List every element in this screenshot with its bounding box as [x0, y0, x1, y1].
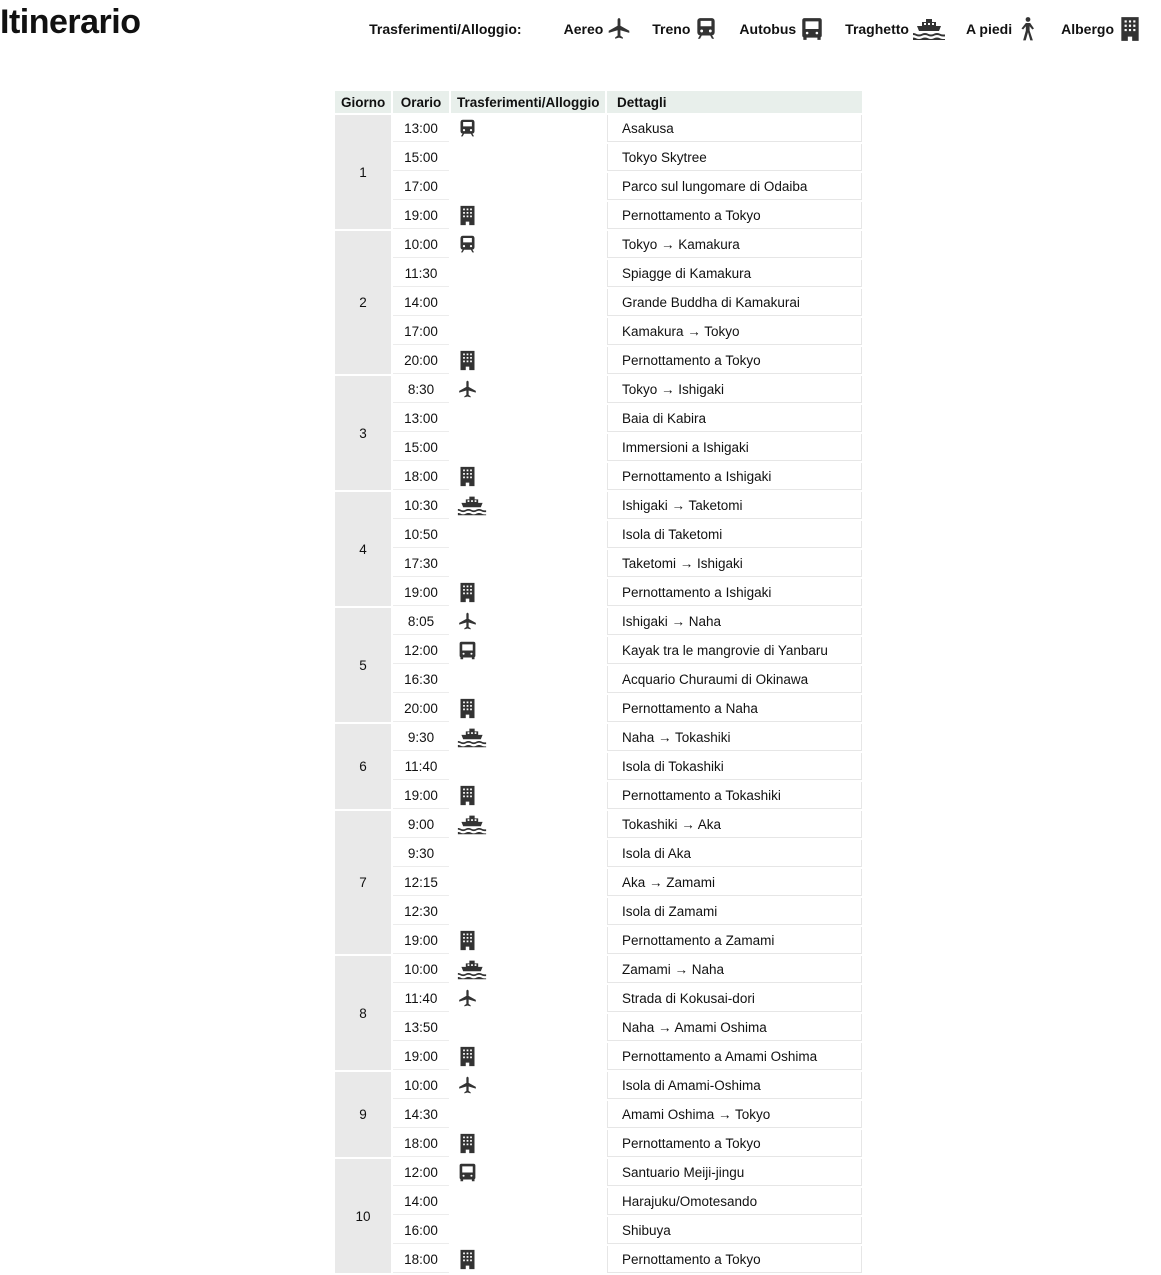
- table-row: [335, 144, 862, 171]
- ferry-icon: [912, 16, 946, 42]
- mode-cell: [451, 521, 605, 548]
- mode-cell: [451, 405, 605, 432]
- hotel-icon: [457, 350, 478, 371]
- details-cell: Ishigaki → Naha: [607, 608, 862, 635]
- table-header: [335, 91, 862, 113]
- mode-cell: [451, 347, 605, 374]
- legend-label-bus: Autobus: [739, 21, 797, 37]
- table-row: [335, 666, 862, 693]
- table-row: [335, 318, 862, 345]
- table-row: [335, 1130, 862, 1157]
- details-cell: Pernottamento a Zamami: [607, 927, 862, 954]
- table-row: [335, 695, 862, 722]
- legend-title: Trasferimenti/Alloggio:: [369, 21, 522, 37]
- table-row: [335, 840, 862, 867]
- legend-label-walk: A piedi: [965, 21, 1013, 37]
- mode-cell: [451, 840, 605, 867]
- mode-cell: [451, 608, 605, 635]
- details-cell: Naha → Amami Oshima: [607, 1014, 862, 1041]
- time-cell: 20:00: [393, 695, 449, 722]
- details-cell: Isola di Tokashiki: [607, 753, 862, 780]
- mode-cell: [451, 376, 605, 403]
- mode-cell: [451, 434, 605, 461]
- time-cell: 13:00: [393, 115, 449, 142]
- details-cell: Tokyo → Kamakura: [607, 231, 862, 258]
- details-cell: Acquario Churaumi di Okinawa: [607, 666, 862, 693]
- bus-icon: [799, 16, 825, 42]
- mode-cell: [451, 927, 605, 954]
- legend-item-train: [652, 16, 719, 42]
- mode-cell: [451, 1159, 605, 1186]
- train-icon: [693, 16, 719, 42]
- mode-cell: [451, 1101, 605, 1128]
- header-details: Dettagli: [607, 91, 862, 113]
- details-cell: Ishigaki → Taketomi: [607, 492, 862, 519]
- mode-cell: [451, 695, 605, 722]
- ferry-icon: [457, 814, 487, 835]
- mode-cell: [451, 1072, 605, 1099]
- details-cell: Tokashiki → Aka: [607, 811, 862, 838]
- mode-cell: [451, 289, 605, 316]
- plane-icon: [457, 988, 478, 1009]
- mode-cell: [451, 985, 605, 1012]
- details-cell: Grande Buddha di Kamakurai: [607, 289, 862, 316]
- plane-icon: [606, 16, 632, 42]
- table-row: [335, 782, 862, 809]
- hotel-icon: [457, 1249, 478, 1270]
- time-cell: 8:05: [393, 608, 449, 635]
- table-row: [335, 927, 862, 954]
- plane-icon: [457, 379, 478, 400]
- time-cell: 20:00: [393, 347, 449, 374]
- itinerary-table: [333, 89, 864, 1275]
- table-row: [335, 1072, 862, 1099]
- hotel-icon: [457, 930, 478, 951]
- time-cell: 14:00: [393, 289, 449, 316]
- details-cell: Kamakura → Tokyo: [607, 318, 862, 345]
- day-cell: 10: [335, 1159, 391, 1273]
- table-row: [335, 637, 862, 664]
- time-cell: 8:30: [393, 376, 449, 403]
- legend-item-bus: [739, 16, 825, 42]
- table-row: [335, 260, 862, 287]
- walk-icon: [1015, 16, 1041, 42]
- time-cell: 11:40: [393, 753, 449, 780]
- hotel-icon: [1117, 16, 1143, 42]
- mode-cell: [451, 1014, 605, 1041]
- mode-cell: [451, 956, 605, 983]
- time-cell: 16:00: [393, 1217, 449, 1244]
- mode-cell: [451, 1130, 605, 1157]
- time-cell: 19:00: [393, 782, 449, 809]
- mode-cell: [451, 115, 605, 142]
- table-row: [335, 173, 862, 200]
- day-cell: 6: [335, 724, 391, 809]
- mode-cell: [451, 1217, 605, 1244]
- time-cell: 13:50: [393, 1014, 449, 1041]
- details-cell: Immersioni a Ishigaki: [607, 434, 862, 461]
- legend-label-hotel: Albergo: [1061, 21, 1114, 37]
- time-cell: 15:00: [393, 434, 449, 461]
- time-cell: 12:00: [393, 1159, 449, 1186]
- table-row: [335, 231, 862, 258]
- time-cell: 17:30: [393, 550, 449, 577]
- time-cell: 19:00: [393, 1043, 449, 1070]
- details-cell: Zamami → Naha: [607, 956, 862, 983]
- bus-icon: [457, 1162, 478, 1183]
- ferry-icon: [457, 727, 487, 748]
- mode-cell: [451, 202, 605, 229]
- legend-item-ferry: [845, 16, 946, 42]
- time-cell: 10:00: [393, 231, 449, 258]
- header-row: [335, 91, 862, 113]
- details-cell: Aka → Zamami: [607, 869, 862, 896]
- time-cell: 10:50: [393, 521, 449, 548]
- mode-cell: [451, 898, 605, 925]
- time-cell: 10:30: [393, 492, 449, 519]
- details-cell: Asakusa: [607, 115, 862, 142]
- time-cell: 19:00: [393, 927, 449, 954]
- table-row: [335, 347, 862, 374]
- details-cell: Taketomi → Ishigaki: [607, 550, 862, 577]
- time-cell: 17:00: [393, 173, 449, 200]
- time-cell: 9:30: [393, 840, 449, 867]
- details-cell: Baia di Kabira: [607, 405, 862, 432]
- details-cell: Pernottamento a Tokyo: [607, 1246, 862, 1273]
- hotel-icon: [457, 205, 478, 226]
- table-row: [335, 811, 862, 838]
- table-row: [335, 956, 862, 983]
- mode-cell: [451, 579, 605, 606]
- legend-label-train: Treno: [652, 21, 691, 37]
- mode-cell: [451, 782, 605, 809]
- hotel-icon: [457, 785, 478, 806]
- time-cell: 10:00: [393, 956, 449, 983]
- mode-cell: [451, 173, 605, 200]
- time-cell: 10:00: [393, 1072, 449, 1099]
- mode-cell: [451, 231, 605, 258]
- day-cell: 1: [335, 115, 391, 229]
- mode-cell: [451, 637, 605, 664]
- table-row: [335, 985, 862, 1012]
- legend: [369, 12, 1143, 46]
- details-cell: Tokyo Skytree: [607, 144, 862, 171]
- details-cell: Santuario Meiji-jingu: [607, 1159, 862, 1186]
- hotel-icon: [457, 582, 478, 603]
- mode-cell: [451, 463, 605, 490]
- time-cell: 11:40: [393, 985, 449, 1012]
- details-cell: Isola di Aka: [607, 840, 862, 867]
- time-cell: 14:30: [393, 1101, 449, 1128]
- details-cell: Pernottamento a Tokashiki: [607, 782, 862, 809]
- header-time: Orario: [393, 91, 449, 113]
- day-cell: 7: [335, 811, 391, 954]
- time-cell: 9:30: [393, 724, 449, 751]
- details-cell: Kayak tra le mangrovie di Yanbaru: [607, 637, 862, 664]
- legend-item-walk: [966, 16, 1041, 42]
- table-row: [335, 869, 862, 896]
- table-row: [335, 463, 862, 490]
- table-row: [335, 1101, 862, 1128]
- mode-cell: [451, 550, 605, 577]
- table-row: [335, 550, 862, 577]
- legend-label-plane: Aereo: [563, 21, 604, 37]
- hotel-icon: [457, 466, 478, 487]
- table-row: [335, 115, 862, 142]
- table-row: [335, 898, 862, 925]
- details-cell: Pernottamento a Tokyo: [607, 202, 862, 229]
- details-cell: Isola di Amami-Oshima: [607, 1072, 862, 1099]
- table-row: [335, 492, 862, 519]
- day-cell: 3: [335, 376, 391, 490]
- time-cell: 11:30: [393, 260, 449, 287]
- details-cell: Isola di Taketomi: [607, 521, 862, 548]
- time-cell: 19:00: [393, 202, 449, 229]
- legend-label-ferry: Traghetto: [845, 21, 909, 37]
- time-cell: 9:00: [393, 811, 449, 838]
- day-cell: 2: [335, 231, 391, 374]
- header-day: Giorno: [335, 91, 391, 113]
- table-row: [335, 434, 862, 461]
- mode-cell: [451, 1246, 605, 1273]
- plane-icon: [457, 1075, 478, 1096]
- table-row: [335, 724, 862, 751]
- page-title: Itinerario: [0, 3, 141, 41]
- table-row: [335, 1217, 862, 1244]
- details-cell: Pernottamento a Tokyo: [607, 347, 862, 374]
- plane-icon: [457, 611, 478, 632]
- ferry-icon: [457, 959, 487, 980]
- hotel-icon: [457, 1133, 478, 1154]
- table-body: [335, 115, 862, 1273]
- time-cell: 18:00: [393, 1246, 449, 1273]
- day-cell: 9: [335, 1072, 391, 1157]
- legend-item-hotel: [1061, 16, 1143, 42]
- details-cell: Parco sul lungomare di Odaiba: [607, 173, 862, 200]
- mode-cell: [451, 1043, 605, 1070]
- hotel-icon: [457, 1046, 478, 1067]
- train-icon: [457, 118, 478, 139]
- time-cell: 13:00: [393, 405, 449, 432]
- time-cell: 19:00: [393, 579, 449, 606]
- header-mode: Trasferimenti/Alloggio: [451, 91, 605, 113]
- table-row: [335, 521, 862, 548]
- table-row: [335, 202, 862, 229]
- table-row: [335, 753, 862, 780]
- details-cell: Naha → Tokashiki: [607, 724, 862, 751]
- mode-cell: [451, 666, 605, 693]
- time-cell: 17:00: [393, 318, 449, 345]
- table-row: [335, 608, 862, 635]
- details-cell: Pernottamento a Amami Oshima: [607, 1043, 862, 1070]
- train-icon: [457, 234, 478, 255]
- day-cell: 8: [335, 956, 391, 1070]
- mode-cell: [451, 260, 605, 287]
- time-cell: 12:15: [393, 869, 449, 896]
- details-cell: Shibuya: [607, 1217, 862, 1244]
- hotel-icon: [457, 698, 478, 719]
- table-row: [335, 579, 862, 606]
- time-cell: 12:00: [393, 637, 449, 664]
- mode-cell: [451, 811, 605, 838]
- details-cell: Pernottamento a Tokyo: [607, 1130, 862, 1157]
- time-cell: 12:30: [393, 898, 449, 925]
- table-row: [335, 1188, 862, 1215]
- details-cell: Spiagge di Kamakura: [607, 260, 862, 287]
- table-row: [335, 405, 862, 432]
- table-row: [335, 1159, 862, 1186]
- time-cell: 15:00: [393, 144, 449, 171]
- details-cell: Tokyo → Ishigaki: [607, 376, 862, 403]
- time-cell: 16:30: [393, 666, 449, 693]
- time-cell: 18:00: [393, 1130, 449, 1157]
- ferry-icon: [457, 495, 487, 516]
- details-cell: Pernottamento a Ishigaki: [607, 463, 862, 490]
- mode-cell: [451, 144, 605, 171]
- details-cell: Isola di Zamami: [607, 898, 862, 925]
- mode-cell: [451, 869, 605, 896]
- day-cell: 5: [335, 608, 391, 722]
- mode-cell: [451, 492, 605, 519]
- table-row: [335, 376, 862, 403]
- time-cell: 18:00: [393, 463, 449, 490]
- mode-cell: [451, 753, 605, 780]
- table-row: [335, 1043, 862, 1070]
- details-cell: Amami Oshima → Tokyo: [607, 1101, 862, 1128]
- time-cell: 14:00: [393, 1188, 449, 1215]
- mode-cell: [451, 318, 605, 345]
- details-cell: Strada di Kokusai-dori: [607, 985, 862, 1012]
- mode-cell: [451, 1188, 605, 1215]
- details-cell: Pernottamento a Ishigaki: [607, 579, 862, 606]
- table-row: [335, 1014, 862, 1041]
- bus-icon: [457, 640, 478, 661]
- day-cell: 4: [335, 492, 391, 606]
- mode-cell: [451, 724, 605, 751]
- table-row: [335, 1246, 862, 1273]
- details-cell: Harajuku/Omotesando: [607, 1188, 862, 1215]
- details-cell: Pernottamento a Naha: [607, 695, 862, 722]
- legend-item-plane: [564, 16, 633, 42]
- table-row: [335, 289, 862, 316]
